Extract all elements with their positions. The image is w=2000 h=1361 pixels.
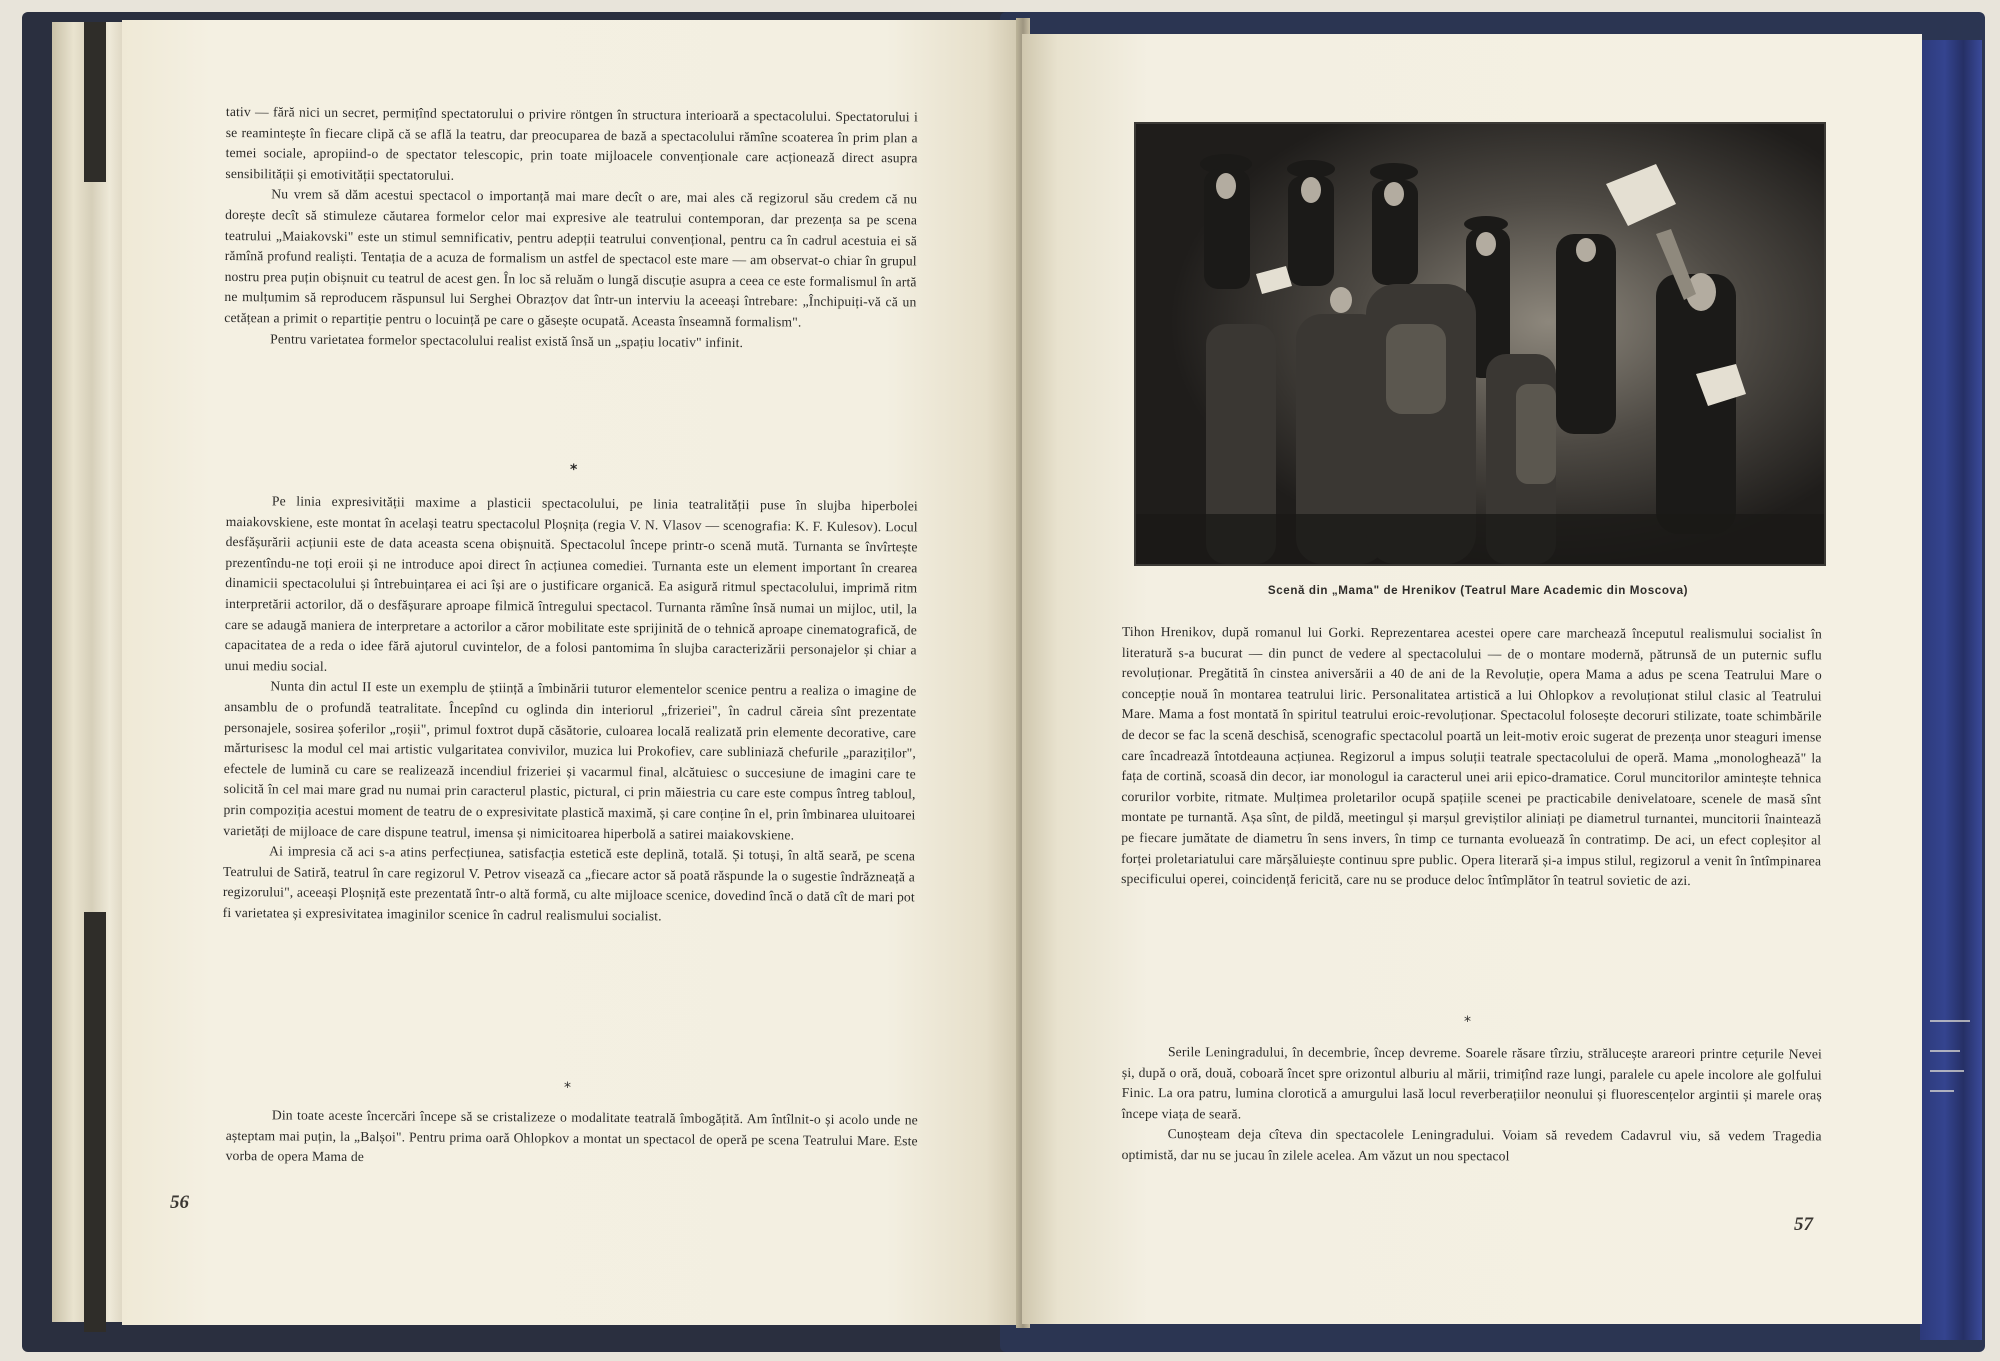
paragraph: Ai impresia că aci s-a atins perfecțiunea, satisfacția estetică este deplină, totală. Și totuși, în altă seară, pe scena Teatrului de Satiră, teatrul în care regizorul V. Petrov visează ca „fiecare actor să poată răspunde la o sugestie îndrăzneață a regizorului", aceeași Ploșniță este prezentată într-o altă formă, cu alte mijloace scenice, dovedind încă o dată cît de mari pot fi varietatea și expresivitatea imaginilor scenice în cadrul realismului socialist.	[222, 843, 916, 924]
stage-photo	[1134, 122, 1826, 566]
left-page	[122, 20, 1022, 1325]
photo-caption: Scenă din „Mama" de Hrenikov (Teatrul Mare Academic din Moscova)	[1267, 584, 1689, 597]
paragraph: Din toate aceste încercări începe să se cristalizeze o modalitate teatrală îmbogățită. Am întîlnit-o și acolo unde ne așteptam mai puțin, la „Balșoi". Pentru prima oară Ohlopkov a montat un spectacol de operă pe scena Teatrului Mare. Este vorba de opera Mama de	[225, 1107, 918, 1165]
right-page	[1022, 34, 1922, 1324]
section-separator: *	[564, 1080, 571, 1096]
paragraph: Cunoșteam deja cîteva din spectacolele Leningradului. Voiam să revedem Cadavrul viu, să vedem Tragedia optimistă, dar nu se jucau în zilele acelea. Am văzut un nou spectacol	[1121, 1126, 1822, 1164]
paragraph: Nunta din actul II este un exemplu de știință a îmbinării tuturor elementelor scenice pentru a realiza o imagine de ansamblu de o profundă teatralitate. Începînd cu oglinda din interiorul „frizeriei", în cadrul căreia sînt prezentate personajele, sosirea șoferilor „roșii", primul foxtrot după căsătorie, culoarea locală realizată prin elemente decorative, care mărturisesc la modul cel mai artistic vulgaritatea convivilor, muzica lui Prokofiev, care subliniază chefurile „paraziților", efectele de lumină cu care se realizează incendiul frizeriei și vacarmul final, alcătuiesc o succesiune de imagini care te solicită în cel mai mare grad nu numai prin caracterul plastic, pictural, ci prin măiestria cu care este compus întreg tabloul, prin compoziția acestui moment de teatru de o expresivitate plastică maximă, și care conține în el, prin îmbinarea uluitoarei varietăți de mijloace de care dispune teatrul, imensa și nimicitoarea hiperbolă a satirei maiakovskiene.	[223, 678, 917, 842]
stage-photo-image	[1136, 124, 1824, 564]
paragraph: Pentru varietatea formelor spectacolului realist există însă un „spațiu locativ" infinit.	[270, 330, 744, 350]
page-number: 57	[1794, 1214, 1813, 1235]
right-text-section-2	[1122, 1042, 1822, 1168]
paragraph: Nu vrem să dăm acestui spectacol o importanță mai mare decît o are, mai ales că regizorul său credem că nu dorește decît să stimuleze căutarea formelor celor mai expresive ale teatrului contemporan, dar prezența sa pe scena teatrului „Maiakovski" este un stimul semnificativ, pentru adepții teatrului convențional, pentru ca în cadrul acestuia ei să rămînă profund realiști. Tentația de a acuza de formalism un astfel de spectacol este mare — am observat-o chiar în grupul nostru prea puțin obișnuit cu teatrul de acest gen. În loc să reluăm o lungă discuție asupra a ceea ce este formalismul în artă ne mulțumim să reproducem răspunsul lui Serghei Obrazțov dat într-un interviu la aceeași întrebare: „Închipuiți-vă că un cetățean a primit o repartiție pentru o locuință pe care o găsește ocupată. Aceasta înseamnă formalism".	[224, 186, 918, 330]
paragraph: Pe linia expresivității maxime a plasticii spectacolului, pe linia teatralității puse în slujba hiperbolei maiakovskiene, este montat în același teatru spectacolul Ploșnița (regia V. N. Vlasov — scenografia: K. F. Kulesov). Locul desfășurării acțiunii este de data aceasta scena obișnuită. Spectacolul începe printr-o scenă mută. Turnanta se învîrtește prezentîndu-ne toți eroii și ne introduce apoi direct în acțiunea comediei. Turnanta este un element important în crearea dinamicii spectacolului și întrebuințarea ei aci își are o justificare organică. Ea asigură ritmul spectacolului, imprimă ritm interpretării actorilor, dă o desfășurare aproape filmică întregului spectacol. Turnanta rămîne însă numai un mijloc, util, la care se adaugă maniera de interpretare a actorilor a căror mobilitate este sprijinită de o tehnică aproape cinematografică, de capacitatea de a reda o idee fără ajutorul cuvintelor, de a folosi pantomima în slujba caracterizării personajelor și chiar a unui mediu social.	[224, 493, 918, 674]
left-text-section-3	[226, 1105, 918, 1172]
section-separator: *	[1464, 1014, 1471, 1030]
section-separator: *	[570, 462, 578, 478]
left-text-section-1	[224, 102, 918, 355]
left-text-section-2	[223, 491, 918, 929]
right-text-section-1	[1121, 622, 1822, 892]
page-number: 56	[170, 1192, 189, 1213]
paragraph: Tihon Hrenikov, după romanul lui Gorki. Reprezentarea acestei opere care marchează începutul realismului socialist în literatură s-a bucurat — din punct de vedere al spectacolului — de o montare modernă, pătrunsă de un puternic suflu revoluționar. Pregătită în cinstea aniversării a 40 de ani de la Revoluție, opera Mama a adus pe scena Teatrului Mare o concepție nouă în montarea teatrului liric. Personalitatea artistică a lui Ohlopkov a revoluționat stilul clasic al Teatrului Mare. Mama a fost montată în spiritul teatrului eroic-revoluționar. Spectacolul folosește decoruri stilizate, toate schimbările de decor se fac la scenă deschisă, scenografic spectacolul poartă un leit-motiv eroic sugerat de prezența unor steaguri imense care încadrează întotdeauna acțiunea. Regizorul a impus soluții teatrale spectacolului de operă. Mama „monologhează" la fața de cortină, scoasă din decor, iar monologul ia caracterul unei arii epico-dramatice. Corul muncitorilor amintește tehnica corurilor vorbite, ritmate. Mulțimea proletarilor ocupă spațiile scenei pe practicabile denivelatoare, scenele de masă sînt montate pe turnantă. Așa sînt, de pildă, meetingul și marșul greviștilor aliniați pe diametrul turnantei, muncitorii înaintează pe fiecare jumătate de diametru în sens invers, în timp ce turnanta evoluează în contratimp. De aci, un efect copleșitor al forței proletariatului care mărșăluiește continuu spre public. Opera literară și-a impus stilul, regizorul a venit în întîmpinarea specificului operei, coincidență fericită, care nu se produce deloc întîmplător în teatrul sovietic de azi.	[1121, 624, 1822, 889]
page-edges-left	[52, 22, 124, 1322]
paragraph: Serile Leningradului, în decembrie, încep devreme. Soarele răsare tîrziu, strălucește arareori printre cețurile Nevei și, după o oră, două, coboară încet spre orizontul alburiu al mării, trimițînd raze lungi, paralele cu apele incolore ale golfului Finic. La ora patru, lumina clorotică a amurgului lasă locul reverberațiilor neonului și fluorescențelor argintii și marele oraș începe viața de seară.	[1121, 1044, 1822, 1122]
cloth-edge-right	[1920, 40, 1982, 1340]
paragraph: tativ — fără nici un secret, permițînd spectatorului o privire röntgen în structura interioară a spectacolului. Spectatorului i se reamintește în fiecare clipă că se află la teatru, dar preocuparea de bază a spectacolului rămîne scoaterea în prim plan a temei sociale, apropiind-o de spectator telescopic, prin toate mijloacele convenționale care acționează direct asupra sensibilității și emotivității spectatorului.	[225, 103, 918, 183]
